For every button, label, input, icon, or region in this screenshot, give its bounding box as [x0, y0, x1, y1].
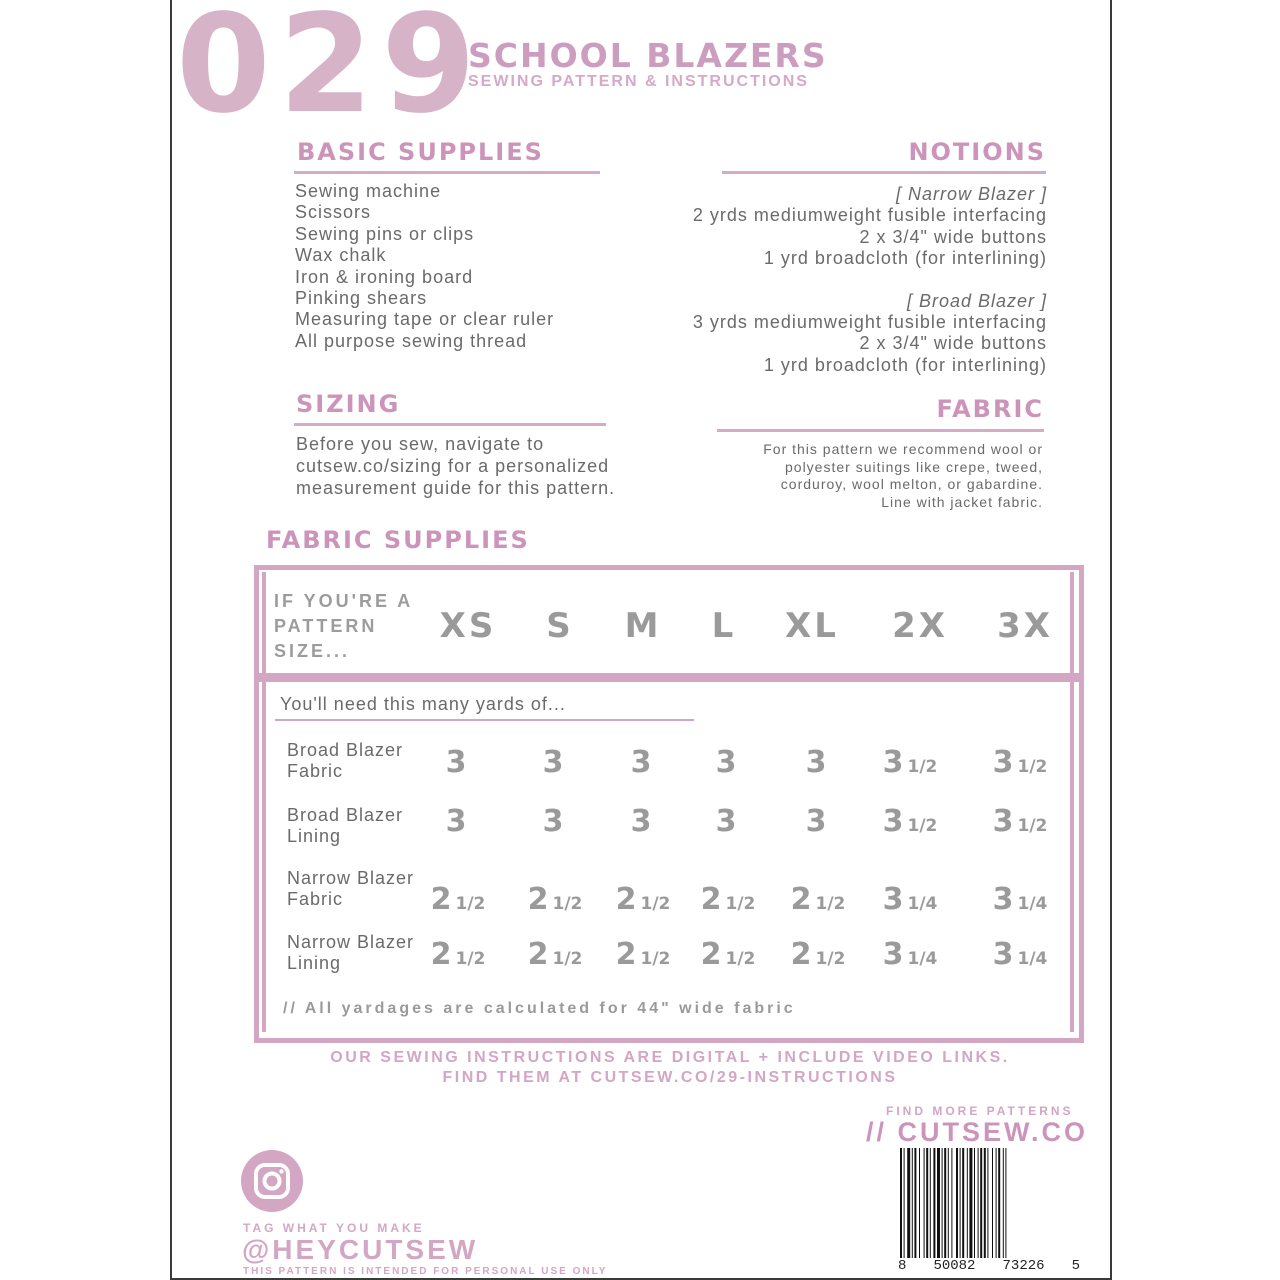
row-label-line: Fabric [287, 889, 344, 909]
barcode-bar [904, 1148, 905, 1258]
yardage-fraction: 1/2 [640, 949, 671, 969]
yardage-whole: 2 [615, 882, 637, 917]
yardage-cell [778, 937, 858, 972]
size-2x: 2X [892, 606, 948, 646]
yards-needed-label: You'll need this many yards of... [280, 694, 566, 714]
instructions-line: FIND THEM AT CUTSEW.CO/29-INSTRUCTIONS [442, 1069, 898, 1086]
yardage-footnote: // All yardages are calculated for 44" wide fabric [283, 1000, 796, 1017]
list-item: Sewing pins or clips [295, 223, 475, 244]
barcode-bar [907, 1148, 910, 1258]
instructions-note [290, 1049, 1050, 1087]
sizing-line: measurement guide for this pattern. [296, 478, 616, 498]
yardage-whole: 3 [992, 882, 1014, 917]
yardage-whole: 2 [430, 882, 452, 917]
yardage-whole: 3 [805, 745, 827, 780]
yardage-cell [688, 745, 768, 780]
barcode-bar [1003, 1148, 1004, 1258]
size-s: S [546, 606, 574, 646]
notions-rule [722, 171, 1046, 174]
yardage-cell [870, 882, 950, 917]
instagram-handle[interactable]: @HEYCUTSEW [242, 1234, 479, 1265]
barcode [898, 1148, 1080, 1258]
yardage-whole: 2 [700, 937, 722, 972]
yards-needed-rule [275, 719, 694, 721]
yardage-cell [603, 937, 683, 972]
yardage-fraction: 1/2 [552, 894, 583, 914]
yardage-cell [418, 882, 498, 917]
yardage-fraction: 1/2 [815, 949, 846, 969]
row-label-line: Lining [287, 826, 342, 846]
yardage-whole: 2 [790, 882, 812, 917]
yardage-cell [515, 937, 595, 972]
yardage-fraction: 1/2 [640, 894, 671, 914]
yardage-fraction: 1/2 [1017, 757, 1048, 777]
personal-use-note: THIS PATTERN IS INTENDED FOR PERSONAL USE ONLY [243, 1266, 608, 1277]
barcode-bar [996, 1148, 997, 1258]
barcode-bar [914, 1148, 916, 1258]
yardage-cell [870, 804, 950, 839]
barcode-digit: 73226 [1002, 1258, 1045, 1274]
instructions-line: OUR SEWING INSTRUCTIONS ARE DIGITAL + INCLUDE VIDEO LINKS. [330, 1049, 1010, 1066]
yardage-whole: 3 [882, 937, 904, 972]
yardage-whole: 2 [527, 937, 549, 972]
list-item: Measuring tape or clear ruler [295, 309, 555, 330]
yardage-whole: 3 [715, 745, 737, 780]
table-divider [254, 673, 1084, 682]
pattern-subtitle: SEWING PATTERN & INSTRUCTIONS [468, 73, 809, 90]
table-inner-left [262, 682, 266, 1032]
yardage-whole: 3 [992, 937, 1014, 972]
yardage-whole: 3 [542, 804, 564, 839]
barcode-digits [898, 1258, 1080, 1274]
yardage-cell [418, 745, 498, 780]
list-item: Sewing machine [295, 181, 442, 201]
yardage-fraction: 1/2 [455, 949, 486, 969]
tag-label: TAG WHAT YOU MAKE [243, 1221, 425, 1235]
yardage-cell [688, 937, 768, 972]
size-question [274, 589, 413, 664]
row-label-line: Fabric [287, 761, 344, 781]
yardage-cell [980, 937, 1060, 972]
yardage-fraction: 1/4 [1017, 949, 1048, 969]
yardage-cell [515, 745, 595, 780]
find-more-label: FIND MORE PATTERNS [886, 1104, 1074, 1118]
list-item: 2 x 3/4" wide buttons [859, 226, 1047, 247]
basic-supplies-rule [294, 171, 600, 174]
list-item: 1 yrd broadcloth (for interlining) [763, 248, 1047, 269]
fabric-line: For this pattern we recommend wool or [763, 441, 1043, 457]
fabric-line: polyester suitings like crepe, tweed, [785, 458, 1043, 475]
barcode-bar [912, 1148, 913, 1258]
yardage-whole: 3 [992, 745, 1014, 780]
fabric-line: corduroy, wool melton, or gabardine. [780, 476, 1043, 492]
row-label [287, 740, 403, 782]
pattern-number: 029 [176, 0, 484, 144]
list-item: Pinking shears [295, 288, 428, 309]
table-inner-right [1070, 682, 1074, 1032]
barcode-bar [967, 1148, 968, 1258]
yardage-fraction: 1/4 [1017, 894, 1048, 914]
notions-heading: NOTIONS [908, 138, 1046, 166]
pattern-title: SCHOOL BLAZERS [468, 36, 828, 75]
yardage-cell [688, 804, 768, 839]
yardage-whole: 3 [882, 745, 904, 780]
row-label [287, 805, 403, 847]
barcode-bar [924, 1148, 925, 1258]
size-l: L [711, 606, 737, 646]
yardage-cell [980, 804, 1060, 839]
row-label-line: Broad Blazer [287, 805, 404, 825]
list-item: Wax chalk [295, 245, 387, 266]
barcode-bar [942, 1148, 943, 1258]
basic-supplies-list [295, 181, 554, 352]
barcode-digit: 5 [1071, 1258, 1080, 1274]
row-label-line: Narrow Blazer [287, 868, 415, 888]
yardage-fraction: 1/2 [815, 894, 846, 914]
row-label-line: Lining [287, 953, 342, 973]
size-xs: XS [439, 606, 497, 646]
list-item: 2 x 3/4" wide buttons [859, 333, 1047, 354]
yardage-whole: 3 [882, 804, 904, 839]
size-question-line: IF YOU'RE A [274, 591, 414, 611]
yardage-fraction: 1/2 [725, 949, 756, 969]
yardage-fraction: 1/2 [725, 894, 756, 914]
yardage-fraction: 1/2 [907, 757, 938, 777]
instagram-icon[interactable] [241, 1150, 303, 1212]
sizing-line: cutsew.co/sizing for a personalized [296, 456, 610, 476]
barcode-bar [951, 1148, 952, 1258]
yardage-fraction: 1/2 [552, 949, 583, 969]
row-label [287, 932, 414, 974]
yardage-whole: 3 [445, 745, 467, 780]
yardage-fraction: 1/4 [907, 949, 938, 969]
broad-blazer-label: [ Broad Blazer ] [906, 290, 1047, 311]
sizing-line: Before you sew, navigate to [296, 434, 545, 454]
yardage-whole: 2 [700, 882, 722, 917]
yardage-cell [980, 745, 1060, 780]
yardage-whole: 3 [630, 745, 652, 780]
row-label-line: Broad Blazer [287, 740, 404, 760]
barcode-bar [984, 1148, 986, 1258]
barcode-bar [926, 1148, 928, 1258]
yardage-cell [418, 937, 498, 972]
barcode-bar [937, 1148, 940, 1258]
notions-list [600, 184, 1047, 376]
yardage-cell [515, 882, 595, 917]
fabric-heading: FABRIC [936, 395, 1044, 423]
barcode-bar [960, 1148, 961, 1258]
barcode-bar [980, 1148, 982, 1258]
sizing-heading: SIZING [296, 390, 401, 418]
size-question-line: PATTERN [274, 616, 378, 636]
list-item: 3 yrds mediumweight fusible interfacing [692, 312, 1047, 333]
yardage-cell [688, 882, 768, 917]
row-label-line: Narrow Blazer [287, 932, 415, 952]
yardage-whole: 2 [527, 882, 549, 917]
fabric-line: Line with jacket fabric. [881, 493, 1043, 510]
yardage-cell [870, 745, 950, 780]
yardage-cell [418, 804, 498, 839]
list-item: Iron & ironing board [295, 266, 474, 287]
barcode-bar [974, 1148, 975, 1258]
yardage-fraction: 1/2 [455, 894, 486, 914]
yardage-whole: 2 [615, 937, 637, 972]
barcode-bar [1005, 1148, 1006, 1258]
site-link[interactable]: // CUTSEW.CO [866, 1117, 1089, 1147]
barcode-bar [933, 1148, 935, 1258]
yardage-cell [980, 882, 1060, 917]
yardage-cell [603, 745, 683, 780]
barcode-bar [919, 1148, 920, 1258]
list-item: Scissors [295, 202, 372, 223]
yardage-whole: 3 [805, 804, 827, 839]
narrow-blazer-label: [ Narrow Blazer ] [895, 184, 1047, 204]
barcode-bar [900, 1148, 902, 1258]
yardage-cell [778, 882, 858, 917]
yardage-cell [515, 804, 595, 839]
fabric-supplies-heading: FABRIC SUPPLIES [266, 526, 530, 554]
barcode-bar [930, 1148, 931, 1258]
sizing-text [296, 433, 615, 499]
barcode-bar [998, 1148, 1000, 1258]
row-label [287, 868, 414, 910]
yardage-whole: 3 [445, 804, 467, 839]
fabric-rule [717, 429, 1044, 432]
barcode-bar [978, 1148, 979, 1258]
size-xl: XL [785, 606, 839, 646]
yardage-cell [870, 937, 950, 972]
yardage-fraction: 1/4 [907, 894, 938, 914]
size-question-line: SIZE... [274, 641, 351, 661]
basic-supplies-heading: BASIC SUPPLIES [297, 138, 544, 166]
yardage-cell [778, 745, 858, 780]
yardage-whole: 2 [790, 937, 812, 972]
barcode-bar [956, 1148, 958, 1258]
barcode-bar [944, 1148, 946, 1258]
yardage-whole: 3 [542, 745, 564, 780]
yardage-cell [603, 882, 683, 917]
barcode-bar [962, 1148, 964, 1258]
yardage-whole: 3 [882, 882, 904, 917]
yardage-whole: 3 [715, 804, 737, 839]
yardage-fraction: 1/2 [1017, 816, 1048, 836]
list-item: 2 yrds mediumweight fusible interfacing [692, 205, 1047, 226]
barcode-bar [992, 1148, 993, 1258]
yardage-whole: 3 [992, 804, 1014, 839]
yardage-cell [603, 804, 683, 839]
yardage-whole: 2 [430, 937, 452, 972]
barcode-bar [969, 1148, 972, 1258]
sizing-rule [294, 423, 606, 426]
fabric-text [700, 441, 1043, 511]
barcode-digit: 8 [898, 1258, 907, 1274]
barcode-bar [987, 1148, 988, 1258]
size-3x: 3X [997, 606, 1053, 646]
yardage-cell [778, 804, 858, 839]
yardage-whole: 3 [630, 804, 652, 839]
barcode-bar [948, 1148, 949, 1258]
size-m: M [624, 606, 662, 646]
barcode-digit: 50082 [933, 1258, 976, 1274]
list-item: All purpose sewing thread [295, 330, 528, 351]
list-item: 1 yrd broadcloth (for interlining) [763, 354, 1047, 375]
yardage-fraction: 1/2 [907, 816, 938, 836]
